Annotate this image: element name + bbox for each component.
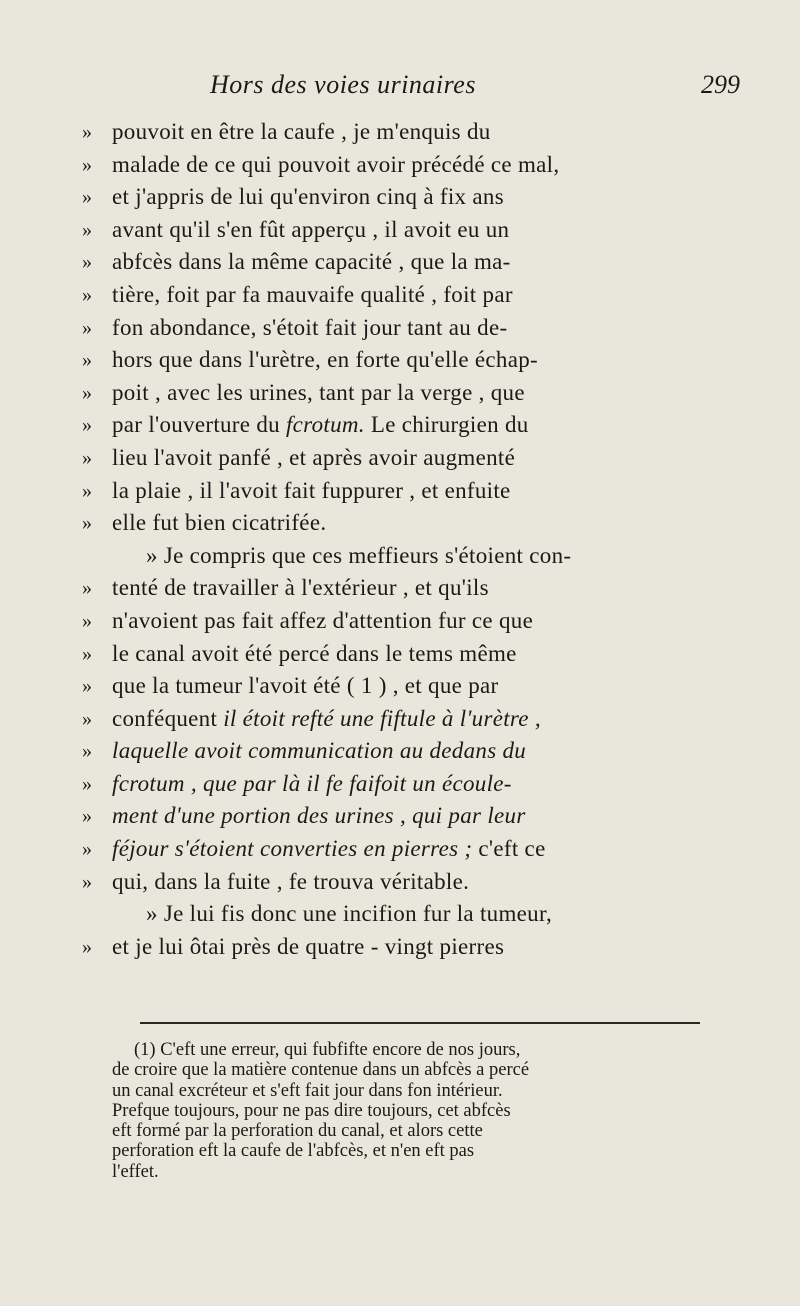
text-line bbox=[82, 572, 772, 605]
text-run: conféquent bbox=[112, 705, 224, 731]
italic-run: fcrotum , que par là il fe faifoit un écoule- bbox=[112, 770, 512, 796]
quote-mark: » bbox=[82, 870, 93, 893]
line-text bbox=[112, 377, 525, 410]
text-run: que la tumeur l'avoit été ( 1 ) , et que par bbox=[112, 673, 499, 699]
text-line bbox=[82, 638, 772, 671]
line-text bbox=[112, 703, 541, 736]
text-line bbox=[82, 344, 772, 377]
text-line bbox=[82, 409, 772, 442]
text-line bbox=[82, 540, 772, 573]
footnote-line: eft formé par la perforation du canal, et alors cette bbox=[112, 1121, 483, 1142]
quote-mark: » bbox=[82, 316, 93, 339]
running-title: Hors des voies urinaires bbox=[210, 70, 476, 99]
footnote-line: un canal excréteur et s'eft fait jour dans fon intérieur. bbox=[112, 1080, 503, 1101]
quote-mark: » bbox=[82, 512, 93, 535]
italic-run: il étoit refté une fiftule à l'urètre , bbox=[223, 705, 541, 731]
text-run: et j'appris de lui qu'environ cinq à fix ans bbox=[112, 184, 504, 210]
quote-mark: » bbox=[82, 707, 93, 730]
text-run: la plaie , il l'avoit fait fuppurer , et enfuite bbox=[112, 477, 511, 503]
text-run: abfcès dans la même capacité , que la ma- bbox=[112, 249, 511, 275]
text-run: et je lui ôtai près de quatre - vingt pierres bbox=[112, 933, 505, 959]
line-text bbox=[112, 768, 512, 801]
text-run: Le chirurgien du bbox=[364, 412, 529, 438]
text-run: qui, dans la fuite , fe trouva véritable. bbox=[112, 868, 470, 894]
line-text bbox=[112, 312, 507, 345]
text-run: tenté de travailler à l'extérieur , et qu'ils bbox=[112, 575, 489, 601]
text-line bbox=[82, 670, 772, 703]
footnote-rule bbox=[140, 1022, 700, 1024]
italic-run: fcrotum. bbox=[285, 412, 365, 438]
line-text bbox=[112, 572, 489, 605]
text-run: tière, foit par fa mauvaife qualité , foit par bbox=[112, 281, 513, 307]
text-run: pouvoit en être la caufe , je m'enquis du bbox=[112, 119, 491, 144]
text-line bbox=[82, 605, 772, 638]
text-line bbox=[82, 800, 772, 833]
quote-mark: » bbox=[82, 479, 93, 502]
text-line bbox=[82, 866, 772, 899]
quote-mark: » bbox=[82, 283, 93, 306]
line-text bbox=[112, 866, 469, 899]
line-text bbox=[112, 279, 513, 312]
line-text bbox=[112, 605, 533, 638]
line-text bbox=[112, 442, 515, 475]
italic-run: laquelle avoit communication au dedans du bbox=[112, 738, 527, 764]
quote-mark: » bbox=[82, 349, 93, 372]
text-run: avant qu'il s'en fût apperçu , il avoit eu un bbox=[112, 216, 510, 242]
text-line bbox=[82, 833, 772, 866]
line-text bbox=[112, 116, 491, 149]
line-text bbox=[112, 833, 546, 866]
footnote bbox=[112, 1040, 712, 1182]
quote-mark: » bbox=[82, 838, 93, 861]
italic-run: ment d'une portion des urines , qui par leur bbox=[112, 803, 526, 829]
text-run: elle fut bien cicatrifée. bbox=[112, 510, 327, 536]
text-line bbox=[82, 181, 772, 214]
line-text bbox=[146, 898, 552, 931]
quote-mark: » bbox=[82, 740, 93, 763]
line-text bbox=[112, 149, 559, 182]
text-line bbox=[82, 768, 772, 801]
line-text bbox=[112, 214, 509, 247]
line-text bbox=[112, 507, 326, 540]
page-number: 299 bbox=[701, 70, 740, 99]
quote-mark: » bbox=[82, 642, 93, 665]
text-line bbox=[82, 377, 772, 410]
line-text bbox=[112, 181, 504, 214]
text-line bbox=[82, 214, 772, 247]
text-line bbox=[82, 507, 772, 540]
text-line bbox=[82, 312, 772, 345]
text-line bbox=[82, 246, 772, 279]
text-run: » Je compris que ces meffieurs s'étoient con- bbox=[146, 542, 572, 568]
text-line bbox=[82, 703, 772, 736]
line-text bbox=[112, 638, 517, 671]
footnote-line: (1) C'eft une erreur, qui fubfifte encore de nos jours, bbox=[134, 1040, 521, 1060]
italic-run: féjour s'étoient converties en pierres ; bbox=[112, 836, 473, 862]
running-header bbox=[70, 70, 760, 104]
quote-mark: » bbox=[82, 121, 93, 143]
text-run: n'avoient pas fait affez d'attention fur ce que bbox=[112, 607, 534, 633]
text-line bbox=[82, 735, 772, 768]
quote-mark: » bbox=[82, 446, 93, 469]
text-line bbox=[82, 279, 772, 312]
footnote-line: Prefque toujours, pour ne pas dire toujours, cet abfcès bbox=[112, 1100, 511, 1121]
text-run: par l'ouverture du bbox=[112, 412, 286, 438]
text-run: malade de ce qui pouvoit avoir précédé ce mal, bbox=[112, 151, 560, 177]
line-text bbox=[112, 475, 511, 508]
text-line bbox=[82, 442, 772, 475]
text-run: c'eft ce bbox=[472, 836, 546, 862]
quote-mark: » bbox=[82, 935, 93, 958]
footnote-line: perforation eft la caufe de l'abfcès, et n'en eft pas bbox=[112, 1141, 475, 1162]
footnote-line: de croire que la matière contenue dans un abfcès a percé bbox=[112, 1060, 530, 1081]
text-run: fon abondance, s'étoit fait jour tant au de- bbox=[112, 314, 508, 340]
line-text bbox=[146, 540, 571, 573]
quote-mark: » bbox=[82, 772, 93, 795]
line-text bbox=[112, 735, 526, 768]
text-run: hors que dans l'urètre, en forte qu'elle échap- bbox=[112, 347, 538, 373]
quote-mark: » bbox=[82, 186, 93, 209]
footnote-line: l'effet. bbox=[112, 1161, 159, 1182]
body-text bbox=[82, 116, 772, 963]
text-run: le canal avoit été percé dans le tems même bbox=[112, 640, 517, 666]
line-text bbox=[112, 931, 504, 964]
text-line bbox=[82, 898, 772, 931]
line-text bbox=[112, 670, 498, 703]
quote-mark: » bbox=[82, 675, 93, 698]
quote-mark: » bbox=[82, 609, 93, 632]
text-run: » Je lui fis donc une incifion fur la tumeur, bbox=[146, 901, 553, 927]
line-text bbox=[112, 246, 511, 279]
quote-mark: » bbox=[82, 805, 93, 828]
text-line bbox=[82, 149, 772, 182]
quote-mark: » bbox=[82, 381, 93, 404]
text-line bbox=[82, 475, 772, 508]
line-text bbox=[112, 409, 529, 442]
text-run: lieu l'avoit panfé , et après avoir augmenté bbox=[112, 444, 516, 470]
quote-mark: » bbox=[82, 414, 93, 437]
quote-mark: » bbox=[82, 251, 93, 274]
text-line bbox=[82, 116, 772, 149]
quote-mark: » bbox=[82, 577, 93, 600]
line-text bbox=[112, 800, 526, 833]
line-text bbox=[112, 344, 538, 377]
text-run: poit , avec les urines, tant par la verge , que bbox=[112, 379, 525, 405]
quote-mark: » bbox=[82, 153, 93, 176]
quote-mark: » bbox=[82, 218, 93, 241]
text-line bbox=[82, 931, 772, 964]
